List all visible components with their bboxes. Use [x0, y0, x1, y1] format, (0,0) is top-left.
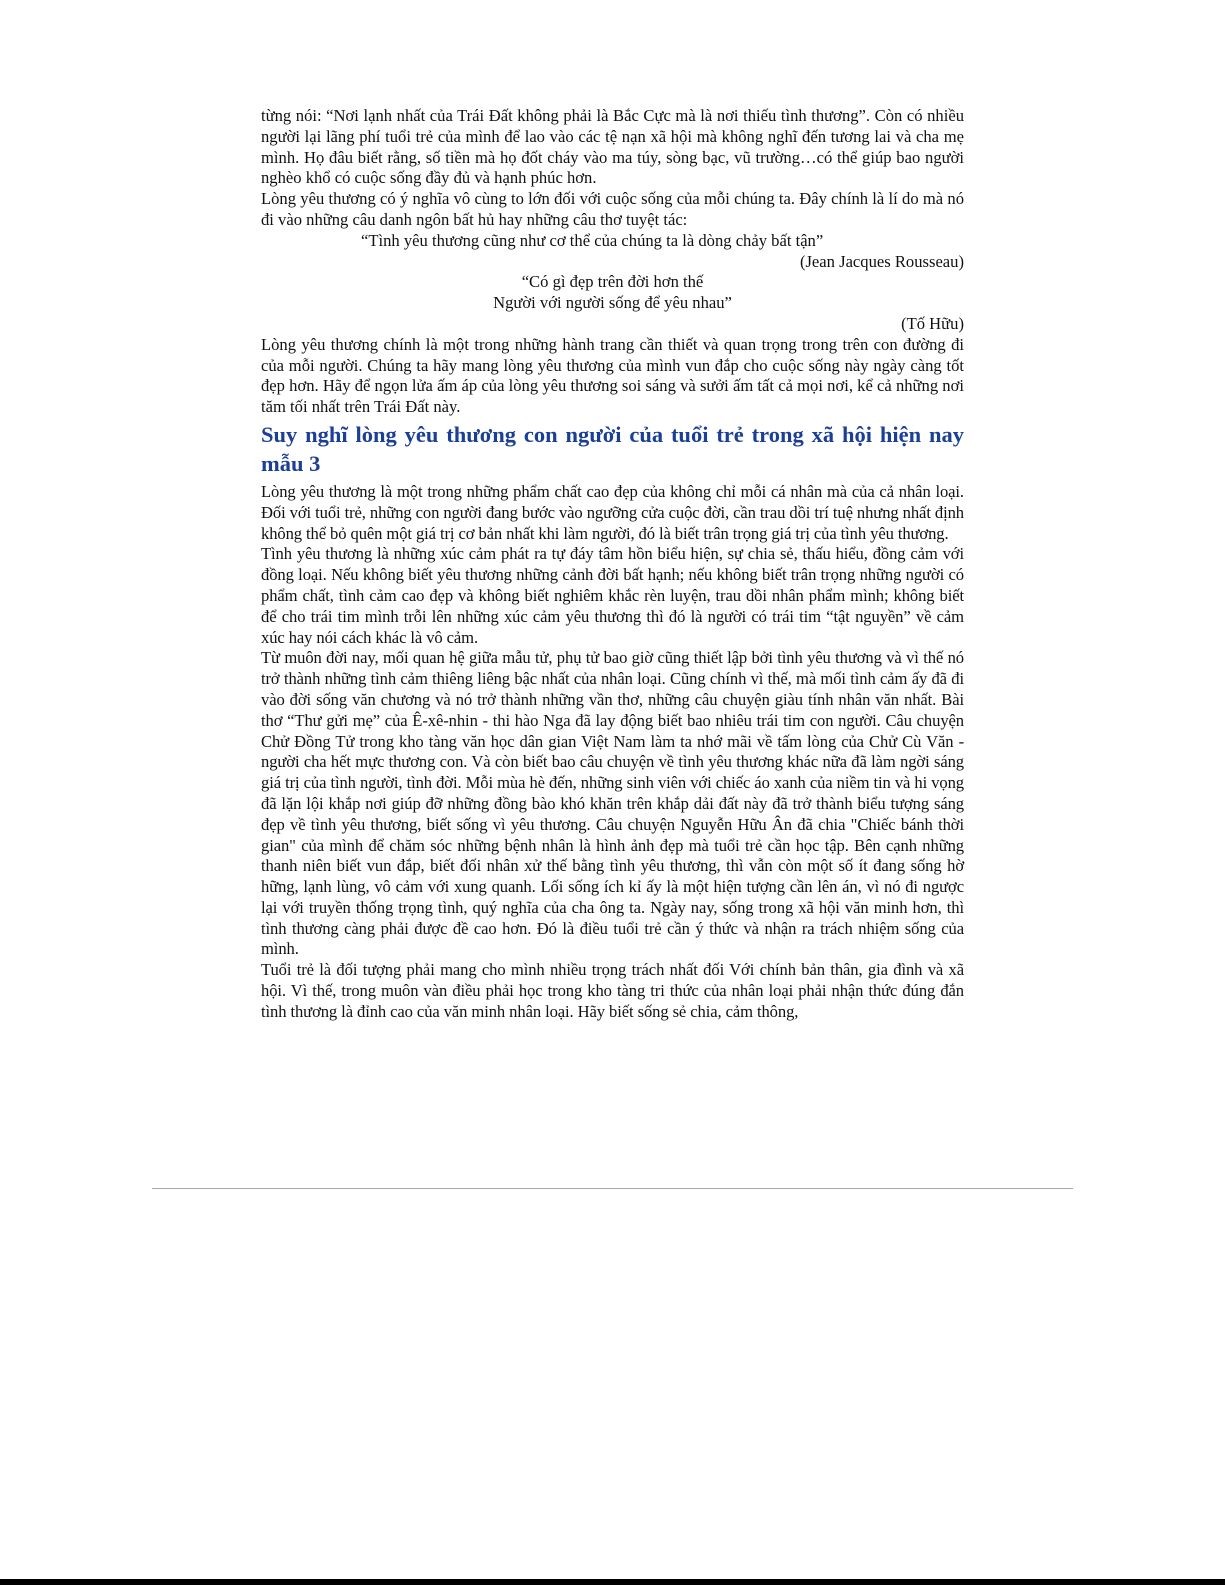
quote-author-to-huu: (Tố Hữu) [901, 313, 964, 333]
section-heading: Suy nghĩ lòng yêu thương con người của tuổi trẻ trong xã hội hiện nay mẫu 3 [261, 421, 964, 476]
paragraph-conclusion: Lòng yêu thương chính là một trong những hành trang cần thiết và quan trọng trong trên con đường đi của mỗi người. Chúng ta hãy mang lòng yêu thương của mình vun đắp cho cuộc sống này ngày càng tốt đẹp hơn. Hãy để ngọn lửa ấm áp của lòng yêu thương soi sáng và sưởi ấm tất cả mọi nơi, kể cả những nơi tăm tối nhất trên Trái Đất này. [261, 334, 964, 417]
quote-to-huu-line-1: “Có gì đẹp trên đời hơn thế [521, 272, 704, 292]
paragraph: Tình yêu thương là những xúc cảm phát ra tự đáy tâm hồn biểu hiện, sự chia sẻ, thấu hiểu, đồng cảm với đồng loại. Nếu không biết yêu thương những cảnh đời bất hạnh; nếu không biết trân trọng những người có phẩm chất, tình cảm cao đẹp và không biết nghiêm khắc rèn luyện, trau dồi nhân phẩm mình; không biết để cho trái tim mình trỗi lên những xúc cảm yêu thương thì đó là người có trái tim “tật nguyền” về cảm xúc hay nói cách khác là vô cảm. [261, 544, 964, 647]
document-body [261, 106, 964, 1023]
paragraph: Tuổi trẻ là đối tượng phải mang cho mình nhiều trọng trách nhất đối Với chính bản thân, gia đình và xã hội. Vì thế, trong muôn vàn điều phải học trong kho tàng tri thức của nhân loại phải nhận thức đúng đắn tình thương là đỉnh cao của văn minh nhân loại. Hãy biết sống sẻ chia, cảm thông, [261, 960, 964, 1021]
paragraph: từng nói: “Nơi lạnh nhất của Trái Đất không phải là Bắc Cực mà là nơi thiếu tình thương”. Còn có nhiều người lại lãng phí tuổi trẻ của mình để lao vào các tệ nạn xã hội mà không nghĩ đến tương lai và cha mẹ mình. Họ đâu biết rằng, số tiền mà họ đốt cháy vào ma túy, sòng bạc, vũ trường…có thể giúp bao người nghèo khổ có cuộc sống đầy đủ và hạnh phúc hơn. [261, 106, 964, 188]
quote-author-rousseau: (Jean Jacques Rousseau) [799, 251, 964, 271]
bottom-edge-bar [0, 1579, 1225, 1585]
paragraph: Lòng yêu thương có ý nghĩa vô cùng to lớn đối với cuộc sống của mỗi chúng ta. Đây chính là lí do mà nó đi vào những câu danh ngôn bất hủ hay những câu thơ tuyệt tác: [261, 189, 964, 229]
paragraph: Lòng yêu thương là một trong những phẩm chất cao đẹp của không chỉ mỗi cá nhân mà của cả nhân loại. Đối với tuổi trẻ, những con người đang bước vào ngưỡng cửa cuộc đời, cần trau dồi trí tuệ nhưng nhất định không thể bỏ quên một giá trị cơ bản nhất khi làm người, đó là biết trân trọng giá trị của tình yêu thương. [261, 481, 964, 543]
page-divider [152, 1188, 1073, 1189]
quote-to-huu-line-2: Người với người sống để yêu nhau” [493, 293, 732, 313]
paragraph: Từ muôn đời nay, mối quan hệ giữa mẫu tử, phụ tử bao giờ cũng thiết lập bởi tình yêu thương và vì thế nó trở thành những tình cảm thiêng liêng bậc nhất của nhân loại. Cũng chính vì thế, mà mối tình cảm ấy đã đi vào đời sống văn chương và nó trở thành những vần thơ, những câu chuyện giàu tính nhân văn nhất. Bài thơ “Thư gửi mẹ” của Ê-xê-nhin - thi hào Nga đã lay động biết bao nhiêu trái tim con người. Câu chuyện Chử Đồng Tử trong kho tàng văn học dân gian Việt Nam làm ta nhớ mãi về tấm lòng của Chử Cù Văn - người cha hết mực thương con. Và còn biết bao câu chuyện về tình yêu thương khác nữa đã làm ngời sáng giá trị của tình người, tình đời. Mỗi mùa hè đến, những sinh viên với chiếc áo xanh của niềm tin và hi vọng đã lặn lội khắp nơi giúp đỡ những đồng bào khó khăn trên khắp dải đất này đã trở thành biểu tượng sáng đẹp về tình yêu thương, biết sống vì yêu thương. Câu chuyện Nguyễn Hữu Ân đã chia "Chiếc bánh thời gian" của mình để chăm sóc những bệnh nhân là hình ảnh đẹp mà tuổi trẻ cần học tập. Bên cạnh những thanh niên biết vun đắp, biết đối nhân xử thế bằng tình yêu thương, thì vẫn còn một số ít đang sống hờ hững, lạnh lùng, vô cảm với xung quanh. Lối sống ích kỉ ấy là một hiện tượng cần lên án, vì nó đi ngược lại với truyền thống trọng tình, quý nghĩa của cha ông ta. Ngày nay, sống trong xã hội văn minh hơn, thì tình thương càng phải được đề cao hơn. Đó là điều tuổi trẻ cần ý thức và nhận ra trách nhiệm sống của mình. [261, 648, 964, 959]
quote-rousseau: “Tình yêu thương cũng như cơ thể của chúng ta là dòng chảy bất tận” [361, 230, 824, 250]
